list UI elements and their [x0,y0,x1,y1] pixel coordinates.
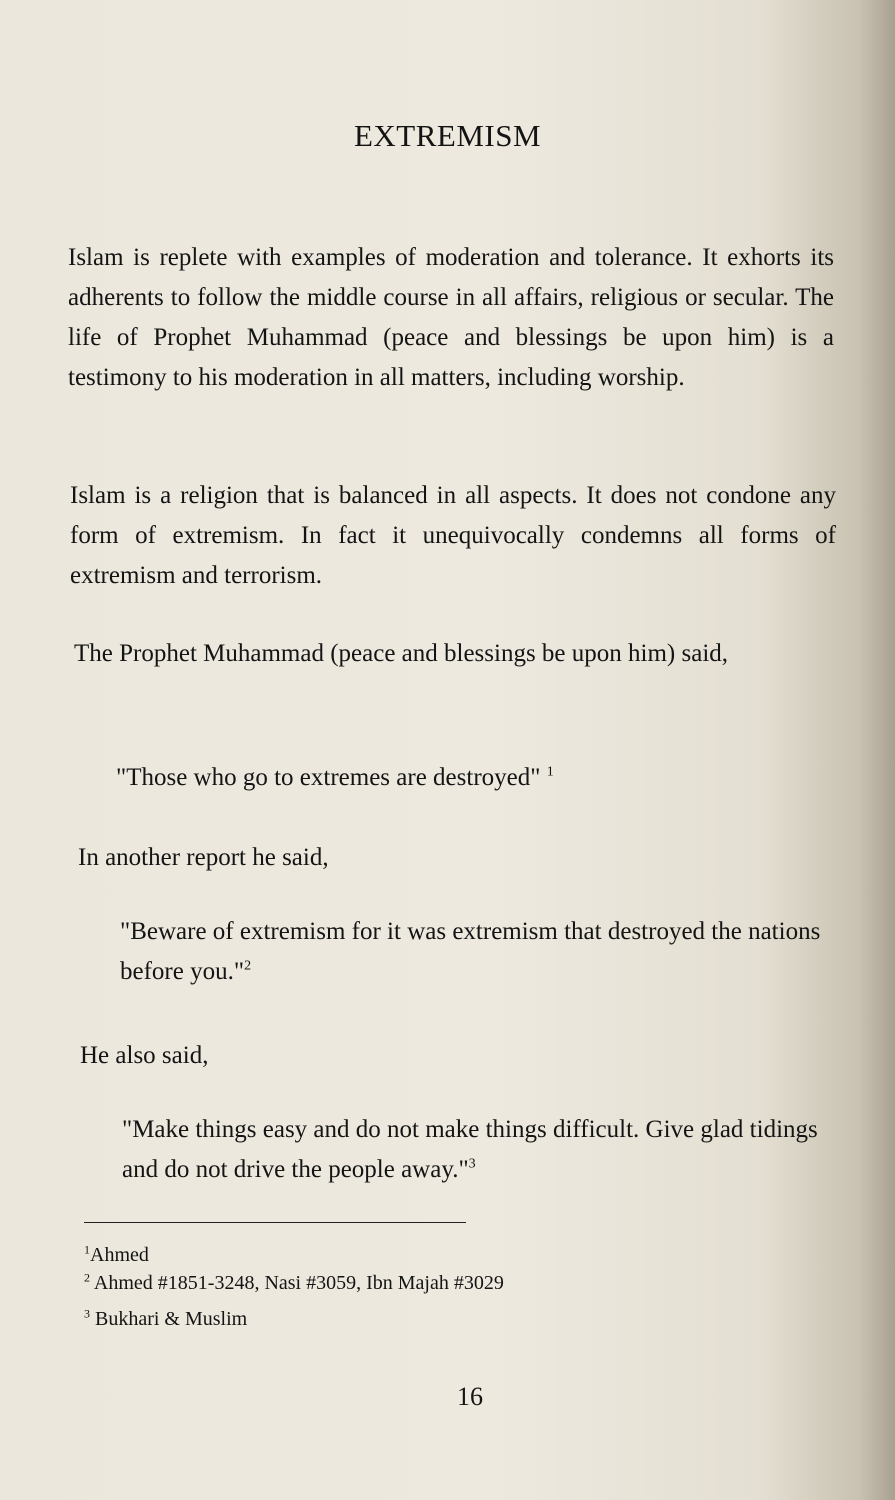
footnote-separator [84,1222,466,1223]
footnote-1 [84,1242,149,1268]
footnote-ref: 3 [468,1156,476,1172]
page-title: EXTREMISM [353,118,542,153]
footnote-text: Ahmed #1851-3248, Nasi #3059, Ibn Majah #3029 [93,1272,504,1294]
footnote-2 [84,1270,504,1296]
footnote-3 [84,1306,247,1332]
quote-beware-extremism [120,912,848,992]
paragraph-another-report: In another report he said, [78,844,329,871]
quote-text: "Make things easy and do not make things difficult. Give glad tidings and do not drive the people away." [122,1116,818,1183]
quote-text: "Those who go to extremes are destroyed" [116,764,541,791]
footnote-mark: 3 [84,1306,90,1321]
footnote-text: Bukhari & Muslim [95,1308,248,1330]
page-number: 16 [457,1382,483,1411]
quote-make-things-easy [122,1110,850,1190]
footnote-ref: 1 [546,764,554,780]
footnote-ref: 2 [244,958,252,974]
footnote-mark: 1 [84,1242,90,1257]
quote-extremes-destroyed [116,758,796,798]
paragraph-moderation: Islam is replete with examples of moderation and tolerance. It exhorts its adherents to follow the middle course in all affairs, religious or secular. The life of Prophet Muhammad (peace and blessings be upon him) is a testimony to his moderation in all matters, including worship. [68,244,834,391]
paragraph-also-said: He also said, [80,1042,209,1069]
quote-text: "Beware of extremism for it was extremism that destroyed the nations before you." [120,918,821,985]
paragraph-prophet-said: The Prophet Muhammad (peace and blessings be upon him) said, [74,640,729,667]
footnote-mark: 2 [84,1270,90,1285]
paragraph-balance: Islam is a religion that is balanced in all aspects. It does not condone any form of extremism. In fact it unequivocally condemns all forms of extremism and terrorism. [70,482,836,589]
footnote-text: Ahmed [90,1244,149,1266]
